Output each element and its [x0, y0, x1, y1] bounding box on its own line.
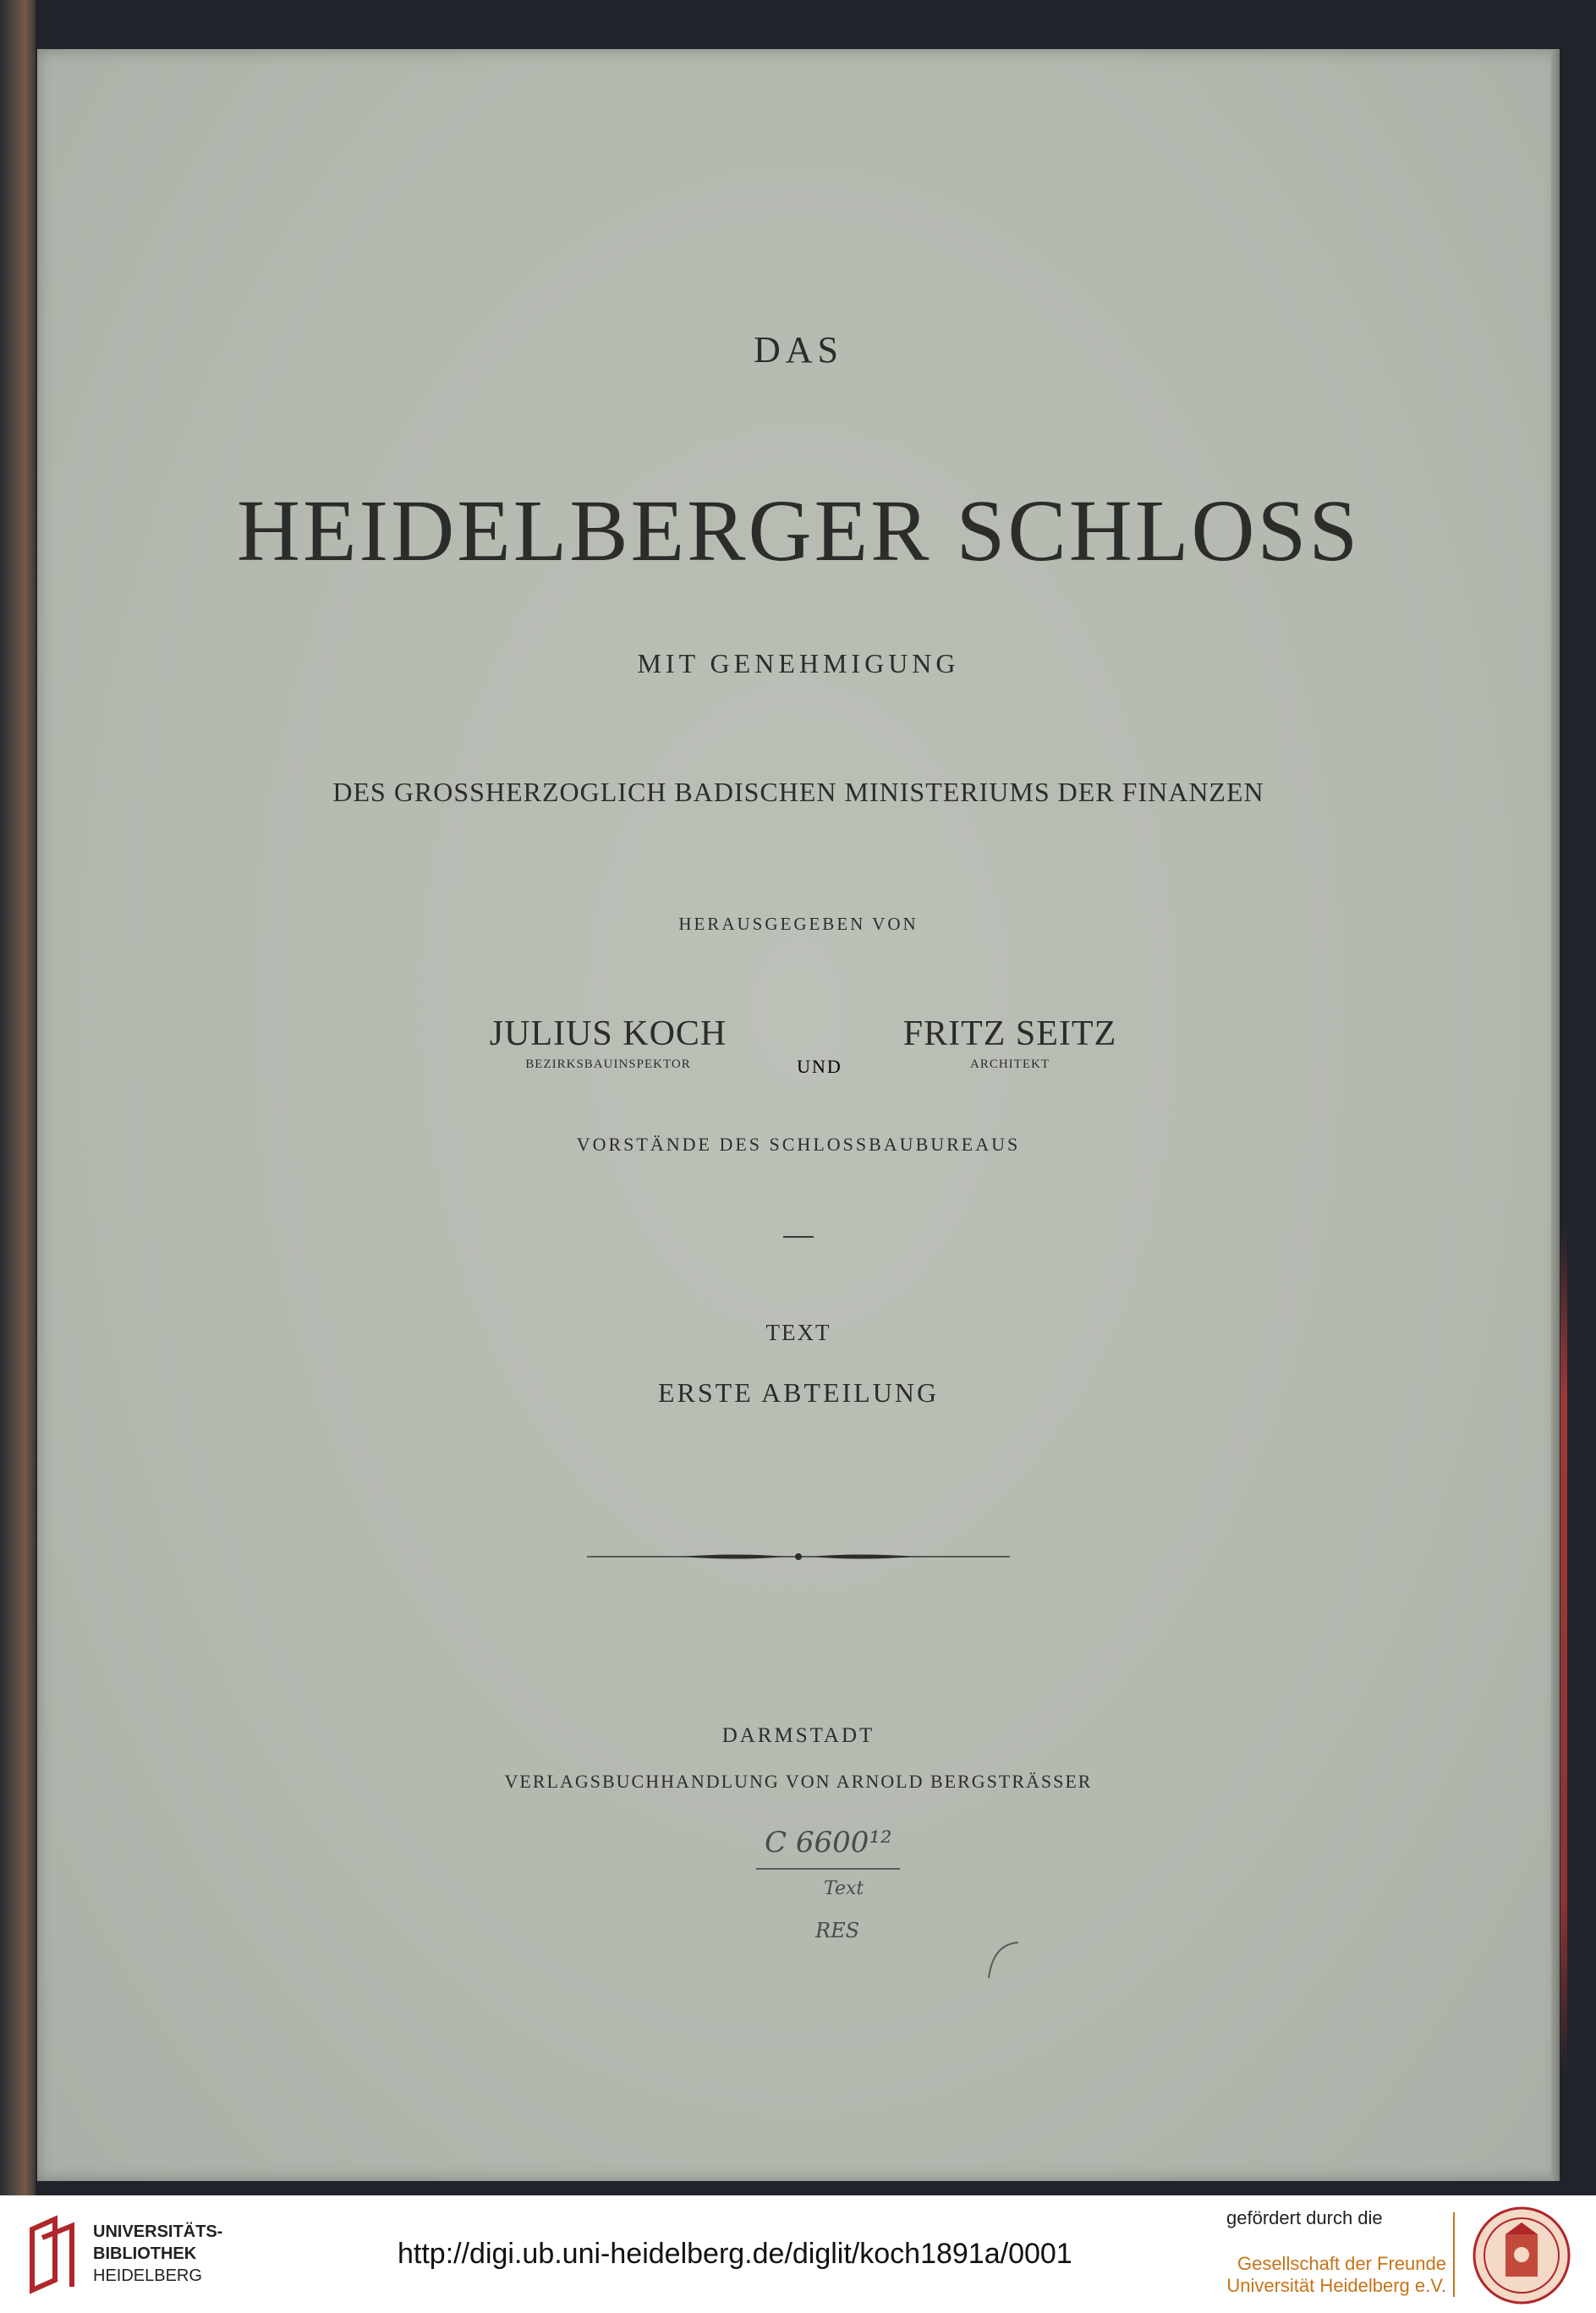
ub-line-1: UNIVERSITÄTS- [93, 2222, 223, 2241]
page-title: HEIDELBERGER SCHLOSS [236, 482, 1361, 580]
sponsor-name-line-1: Gesellschaft der Freunde [1237, 2253, 1446, 2274]
title-article: DAS [753, 329, 844, 371]
university-seal-icon [1472, 2206, 1571, 2305]
publisher-line: VERLAGSBUCHHANDLUNG VON ARNOLD BERGSTRÄSSER [504, 1771, 1093, 1792]
editors-intro: HERAUSGEGEBEN VON [678, 914, 919, 934]
ub-heidelberg-logo-icon [25, 2212, 85, 2297]
shelfmark-note: Text [824, 1878, 864, 1899]
ub-heidelberg-name [93, 2221, 222, 2287]
shelfmark-code: RES [815, 1919, 860, 1942]
permalink-url[interactable]: http://digi.ub.uni-heidelberg.de/diglit/koch1891a/0001 [398, 2238, 1072, 2270]
book-cover-edge [0, 0, 36, 2195]
volume-section: ERSTE ABTEILUNG [657, 1377, 940, 1408]
author-name: FRITZ SEITZ [902, 1014, 1117, 1053]
shelfmark-underline [756, 1868, 900, 1870]
ub-line-3: HEIDELBERG [93, 2266, 202, 2285]
sponsor-label: gefördert durch die [1226, 2207, 1383, 2228]
sponsor-name-line-2: Universität Heidelberg e.V. [1226, 2275, 1446, 2296]
author-koch [435, 1014, 782, 1072]
pencil-mark-icon [976, 1936, 1027, 1986]
approval-line: MIT GENEHMIGUNG [637, 648, 960, 679]
footer-banner [0, 2195, 1596, 2313]
small-dash-ornament-icon [783, 1235, 814, 1239]
handwritten-shelfmark [731, 1826, 917, 1961]
title-page [37, 49, 1560, 2181]
author-role: ARCHITEKT [970, 1058, 1050, 1071]
sponsor-divider [1453, 2212, 1455, 2297]
directors-line: VORSTÄNDE DES SCHLOSSBAUBUREAUS [576, 1134, 1021, 1155]
red-page-edge [1560, 1227, 1567, 2073]
shelfmark-number: C 6600¹² [765, 1826, 892, 1860]
ub-line-2: BIBLIOTHEK [93, 2244, 197, 2263]
publication-place: DARMSTADT [721, 1724, 875, 1747]
author-seitz [849, 1014, 1171, 1072]
author-name: JULIUS KOCH [489, 1014, 727, 1053]
divider-ornament-icon [587, 1547, 1010, 1567]
author-role: BEZIRKSBAUINSPEKTOR [525, 1058, 691, 1071]
volume-type: TEXT [765, 1320, 831, 1345]
authors-block [37, 1014, 1560, 1124]
und-text: UND [797, 1056, 842, 1077]
sponsor-block [1226, 2207, 1446, 2297]
ministry-line: DES GROSSHERZOGLICH BADISCHEN MINISTERIUMS DER FINANZEN [332, 777, 1264, 807]
